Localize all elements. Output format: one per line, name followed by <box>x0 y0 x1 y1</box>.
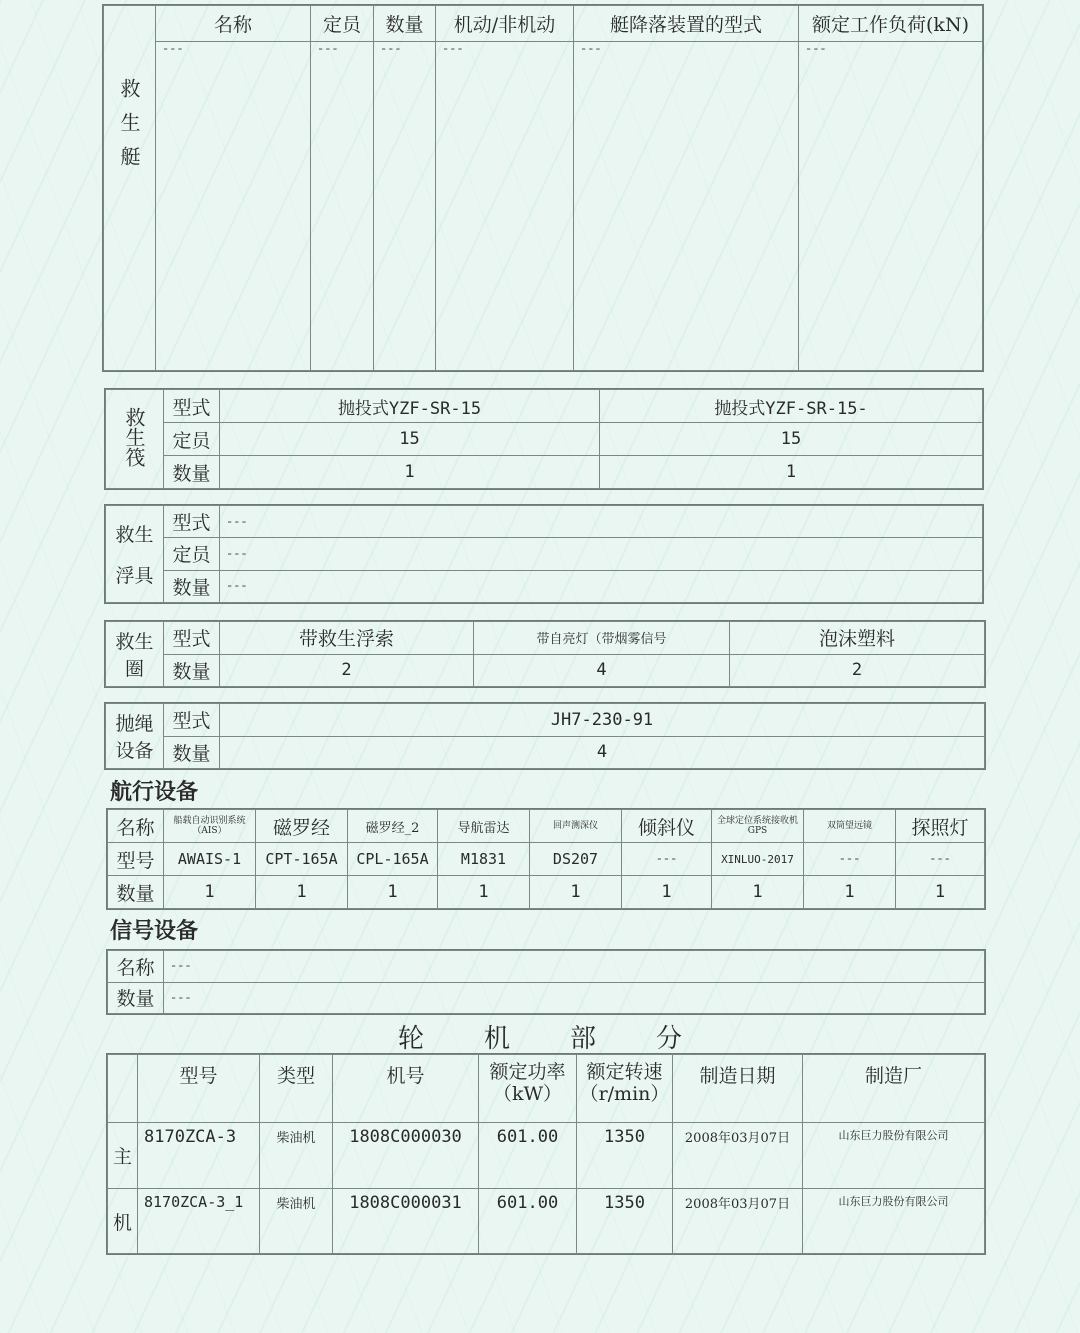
nav-model-inclinometer: --- <box>622 843 712 876</box>
lifeboat-capacity-value: --- <box>311 42 374 371</box>
engine-table <box>106 1053 986 1255</box>
buoyant-capacity-value: --- <box>220 538 983 570</box>
header-motorized: 机动/非机动 <box>436 6 574 42</box>
lifebuoy-group-label: 救生 圈 <box>106 622 164 687</box>
nav-model-ais: AWAIS-1 <box>164 843 256 876</box>
nav-model-searchlight: --- <box>896 843 985 876</box>
liferaft-type-label: 型式 <box>164 390 220 423</box>
buoyant-type-label: 型式 <box>164 506 220 538</box>
engine-header-power: 额定功率（kW） <box>479 1055 577 1123</box>
line-throwing-quantity-label: 数量 <box>164 736 220 769</box>
lifeboat-load-value: --- <box>799 42 983 371</box>
engine-row2-type: 柴油机 <box>260 1189 333 1254</box>
engine-header-type: 类型 <box>260 1055 333 1123</box>
nav-count-ais: 1 <box>164 876 256 909</box>
nav-name-inclinometer: 倾斜仪 <box>622 810 712 843</box>
line-throwing-group-label: 抛绳 设备 <box>106 704 164 769</box>
nav-count-gps: 1 <box>712 876 804 909</box>
buoyant-quantity-label: 数量 <box>164 570 220 602</box>
signal-heading: 信号设备 <box>110 919 199 944</box>
line-throwing-type-value: JH7-230-91 <box>220 704 985 737</box>
nav-count-inclinometer: 1 <box>622 876 712 909</box>
nav-quantity-label: 数量 <box>108 876 164 909</box>
liferaft-capacity-1: 15 <box>220 423 600 456</box>
liferaft-quantity-1: 1 <box>220 456 600 489</box>
liferaft-table <box>104 388 984 490</box>
engine-row2-date: 2008年03月07日 <box>673 1189 803 1254</box>
signal-name-value: --- <box>164 951 985 983</box>
engine-row2-serial: 1808C000031 <box>333 1189 479 1254</box>
nav-model-echo-sounder: DS207 <box>530 843 622 876</box>
nav-model-binoculars: --- <box>804 843 896 876</box>
engine-row2-power: 601.00 <box>479 1189 577 1254</box>
engine-side-label-engine: 机 <box>108 1189 138 1254</box>
nav-name-compass: 磁罗经 <box>256 810 348 843</box>
header-name: 名称 <box>156 6 311 42</box>
lifebuoy-count-1: 2 <box>220 654 474 687</box>
nav-count-echo-sounder: 1 <box>530 876 622 909</box>
line-throwing-quantity-value: 4 <box>220 736 985 769</box>
engine-corner <box>108 1055 138 1123</box>
liferaft-quantity-2: 1 <box>600 456 983 489</box>
line-throwing-type-label: 型式 <box>164 704 220 737</box>
engine-row1-power: 601.00 <box>479 1123 577 1189</box>
lifebuoy-type-3: 泡沫塑料 <box>730 622 985 655</box>
liferaft-quantity-label: 数量 <box>164 456 220 489</box>
liferaft-capacity-2: 15 <box>600 423 983 456</box>
navigation-heading: 航行设备 <box>110 780 199 805</box>
nav-model-label: 型号 <box>108 843 164 876</box>
liferaft-capacity-label: 定员 <box>164 423 220 456</box>
engine-header-serial: 机号 <box>333 1055 479 1123</box>
lifebuoy-count-3: 2 <box>730 654 985 687</box>
nav-name-searchlight: 探照灯 <box>896 810 985 843</box>
header-working-load: 额定工作负荷(kN) <box>799 6 983 42</box>
nav-name-echo-sounder: 回声测深仪 <box>530 810 622 843</box>
signal-quantity-value: --- <box>164 982 985 1014</box>
signal-quantity-label: 数量 <box>108 982 164 1014</box>
liferaft-group-label: 救生筏 <box>106 390 164 489</box>
engine-section-title: 轮机部分 <box>398 1024 743 1054</box>
buoyant-group-label: 救生 浮具 <box>106 506 164 603</box>
engine-row2-speed: 1350 <box>577 1189 673 1254</box>
engine-row1-type: 柴油机 <box>260 1123 333 1189</box>
line-throwing-table <box>104 702 986 770</box>
engine-row2-manufacturer: 山东巨力股份有限公司 <box>803 1189 985 1254</box>
nav-model-compass-2: CPL-165A <box>348 843 438 876</box>
engine-row1-manufacturer: 山东巨力股份有限公司 <box>803 1123 985 1189</box>
buoyant-table <box>104 504 984 604</box>
lifebuoy-count-2: 4 <box>474 654 730 687</box>
nav-count-searchlight: 1 <box>896 876 985 909</box>
lifebuoy-type-2: 带自亮灯（带烟雾信号 <box>474 622 730 655</box>
nav-name-binoculars: 双筒望远镜 <box>804 810 896 843</box>
engine-header-speed: 额定转速（r/min） <box>577 1055 673 1123</box>
lifebuoy-type-label: 型式 <box>164 622 220 655</box>
signal-name-label: 名称 <box>108 951 164 983</box>
nav-name-label: 名称 <box>108 810 164 843</box>
nav-count-radar: 1 <box>438 876 530 909</box>
engine-row1-speed: 1350 <box>577 1123 673 1189</box>
header-launch-device: 艇降落装置的型式 <box>574 6 799 42</box>
lifebuoy-table <box>104 620 986 688</box>
buoyant-quantity-value: --- <box>220 570 983 602</box>
nav-name-gps: 全球定位系统接收机GPS <box>712 810 804 843</box>
header-quantity: 数量 <box>374 6 436 42</box>
engine-header-model: 型号 <box>138 1055 260 1123</box>
lifeboat-table <box>102 4 984 372</box>
engine-side-label-main: 主 <box>108 1123 138 1189</box>
nav-model-compass: CPT-165A <box>256 843 348 876</box>
header-capacity: 定员 <box>311 6 374 42</box>
navigation-table <box>106 808 986 910</box>
engine-header-date: 制造日期 <box>673 1055 803 1123</box>
buoyant-capacity-label: 定员 <box>164 538 220 570</box>
signal-table <box>106 949 986 1015</box>
lifeboat-launch-value: --- <box>574 42 799 371</box>
lifeboat-name-value: --- <box>156 42 311 371</box>
nav-model-gps: XINLUO-2017 <box>712 843 804 876</box>
nav-name-compass-2: 磁罗经_2 <box>348 810 438 843</box>
engine-row1-serial: 1808C000030 <box>333 1123 479 1189</box>
nav-model-radar: M1831 <box>438 843 530 876</box>
engine-row1-model: 8170ZCA-3 <box>138 1123 260 1189</box>
nav-name-ais: 船载自动识别系统（AIS） <box>164 810 256 843</box>
nav-count-compass: 1 <box>256 876 348 909</box>
lifeboat-group-label: 救生艇 <box>104 6 156 371</box>
engine-header-manufacturer: 制造厂 <box>803 1055 985 1123</box>
engine-row2-model: 8170ZCA-3_1 <box>138 1189 260 1254</box>
lifebuoy-quantity-label: 数量 <box>164 654 220 687</box>
nav-count-binoculars: 1 <box>804 876 896 909</box>
lifeboat-quantity-value: --- <box>374 42 436 371</box>
nav-count-compass-2: 1 <box>348 876 438 909</box>
liferaft-type-1: 抛投式YZF-SR-15 <box>220 390 600 423</box>
liferaft-type-2: 抛投式YZF-SR-15- <box>600 390 983 423</box>
lifeboat-motorized-value: --- <box>436 42 574 371</box>
buoyant-type-value: --- <box>220 506 983 538</box>
engine-row1-date: 2008年03月07日 <box>673 1123 803 1189</box>
nav-name-radar: 导航雷达 <box>438 810 530 843</box>
lifebuoy-type-1: 带救生浮索 <box>220 622 474 655</box>
